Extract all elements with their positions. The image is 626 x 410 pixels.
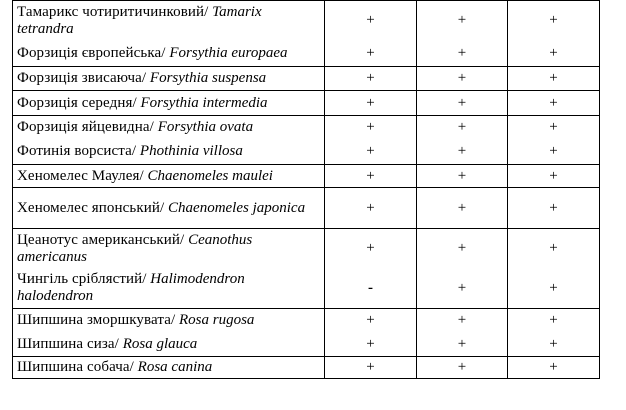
- mark-cell: +: [325, 139, 417, 165]
- mark-cell: +: [508, 116, 600, 139]
- species-ua-name: Тамарикс чотиритичинковий/: [17, 4, 209, 20]
- table-row: [13, 333, 600, 357]
- mark-cell: +: [325, 309, 417, 333]
- mark-cell: +: [417, 165, 508, 188]
- species-ua-name: Чингіль сріблястий/: [17, 271, 147, 288]
- species-latin-name: Ceanothus americanus: [17, 232, 253, 265]
- species-ua-name: Шипшина сиза/: [17, 335, 119, 352]
- mark-cell: +: [325, 41, 417, 67]
- species-ua-name: Форзиція звисаюча/: [17, 70, 147, 86]
- table-row: [13, 67, 600, 91]
- table-row: [13, 229, 600, 269]
- mark-cell: +: [508, 67, 600, 91]
- species-latin-name: Forsythia suspensa: [149, 70, 267, 86]
- species-name-cell: [13, 91, 325, 116]
- species-ua-name: Форзиція яйцевидна/: [17, 118, 154, 135]
- mark-cell: +: [417, 1, 508, 41]
- species-ua-name: Цеанотус американський/: [17, 232, 185, 248]
- species-ua-name: Форзиція середня/: [17, 94, 137, 111]
- mark-cell: +: [417, 139, 508, 165]
- mark-cell: +: [417, 91, 508, 116]
- species-latin-name: Forsythia intermedia: [140, 94, 268, 111]
- mark-cell: +: [325, 116, 417, 139]
- species-name-cell: [13, 309, 325, 333]
- mark-cell: +: [508, 269, 600, 309]
- mark-cell: +: [325, 91, 417, 116]
- species-ua-name: Шипшина собача/: [17, 359, 134, 375]
- mark-cell: +: [417, 41, 508, 67]
- table-row: [13, 41, 600, 67]
- species-ua-name: Хеномелес японський/: [17, 199, 165, 216]
- mark-cell: +: [325, 229, 417, 269]
- species-latin-name: Rosa glauca: [122, 335, 198, 352]
- table-row: [13, 165, 600, 188]
- species-latin-name: Rosa canina: [137, 359, 213, 375]
- mark-cell: +: [417, 188, 508, 229]
- mark-cell: +: [325, 188, 417, 229]
- mark-cell: +: [325, 1, 417, 41]
- species-name-cell: [13, 67, 325, 91]
- mark-cell: +: [325, 165, 417, 188]
- mark-cell: +: [417, 116, 508, 139]
- mark-cell: +: [325, 333, 417, 357]
- species-name-cell: [13, 139, 325, 165]
- mark-cell: +: [508, 165, 600, 188]
- table-row: [13, 357, 600, 379]
- species-name-cell: [13, 188, 325, 229]
- mark-cell: +: [508, 333, 600, 357]
- species-latin-name: Rosa rugosa: [179, 312, 255, 329]
- mark-cell: +: [417, 269, 508, 309]
- species-table: [12, 0, 600, 379]
- mark-cell: +: [508, 41, 600, 67]
- species-latin-name: Halimodendron halodendron: [17, 271, 245, 305]
- species-name-cell: [13, 165, 325, 188]
- species-name-cell: [13, 1, 325, 41]
- species-latin-name: Tamarix tetrandra: [17, 4, 262, 37]
- species-ua-name: Фотинія ворсиста/: [17, 142, 137, 159]
- mark-cell: +: [417, 309, 508, 333]
- species-latin-name: Phothinia villosa: [139, 142, 243, 159]
- species-latin-name: Chaenomeles maulei: [147, 167, 273, 184]
- mark-cell: +: [417, 333, 508, 357]
- mark-cell: +: [417, 67, 508, 91]
- species-latin-name: Chaenomeles japonica: [168, 199, 306, 216]
- table-row: [13, 188, 600, 229]
- mark-cell: +: [325, 67, 417, 91]
- species-name-cell: [13, 229, 325, 269]
- species-ua-name: Форзиція європейська/: [17, 44, 166, 61]
- species-ua-name: Шипшина зморшкувата/: [17, 312, 176, 329]
- species-ua-name: Хеномелес Маулея/: [17, 167, 144, 184]
- species-name-cell: [13, 116, 325, 139]
- species-latin-name: Forsythia ovata: [157, 118, 254, 135]
- mark-cell: +: [508, 1, 600, 41]
- mark-cell: +: [417, 357, 508, 379]
- mark-cell: +: [508, 91, 600, 116]
- mark-cell: +: [508, 188, 600, 229]
- table-row: [13, 139, 600, 165]
- species-name-cell: [13, 357, 325, 379]
- table-row: [13, 309, 600, 333]
- mark-cell: +: [508, 357, 600, 379]
- species-name-cell: [13, 333, 325, 357]
- mark-cell: +: [325, 357, 417, 379]
- table-row: [13, 269, 600, 309]
- table-row: [13, 1, 600, 41]
- species-name-cell: [13, 269, 325, 309]
- mark-cell: +: [508, 309, 600, 333]
- table-row: [13, 91, 600, 116]
- mark-cell: +: [508, 139, 600, 165]
- mark-cell: -: [325, 269, 417, 309]
- mark-cell: +: [417, 229, 508, 269]
- species-name-cell: [13, 41, 325, 67]
- mark-cell: +: [508, 229, 600, 269]
- table-row: [13, 116, 600, 139]
- species-latin-name: Forsythia europaea: [169, 44, 288, 61]
